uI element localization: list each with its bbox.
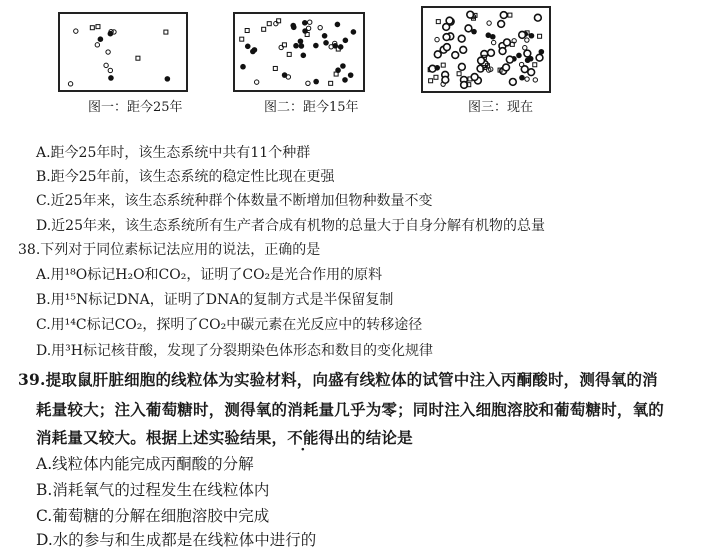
organism-symbol (351, 29, 357, 35)
organism-symbol (528, 69, 535, 76)
organism-symbol (240, 64, 246, 70)
organism-symbol (274, 21, 278, 25)
organism-symbol (519, 31, 526, 38)
organism-symbol (165, 76, 171, 82)
organism-symbol (240, 37, 244, 41)
organism-symbol (458, 63, 465, 70)
organism-symbol (457, 72, 461, 76)
figure-3-caption: 图三：现在 (468, 100, 534, 115)
organism-symbol (287, 52, 291, 56)
organism-symbol (435, 37, 439, 41)
organism-symbol (478, 57, 485, 64)
organism-symbol (291, 24, 297, 30)
organism-symbol (108, 31, 114, 37)
organism-symbol (465, 25, 472, 32)
organism-symbol (429, 79, 433, 83)
organism-symbol (245, 43, 251, 49)
organism-symbol (536, 54, 543, 61)
organism-symbol (471, 74, 478, 81)
organism-symbol (306, 81, 310, 85)
organism-symbol (525, 77, 529, 81)
figure-2-box (233, 12, 365, 92)
organism-symbol (436, 20, 440, 24)
organism-symbol (434, 75, 438, 79)
organism-symbol (340, 63, 346, 69)
q38-stem: 38.下列对于同位素标记法应用的说法，正确的是 (18, 242, 321, 258)
organism-symbol (335, 22, 341, 28)
organism-symbol (68, 82, 72, 86)
figure-1-box (58, 12, 188, 92)
organism-symbol (523, 46, 527, 50)
organism-symbol (519, 75, 525, 81)
organism-symbol (444, 44, 451, 51)
q37-option-a: A.距今25年时，该生态系统中共有11个种群 (36, 145, 311, 161)
organism-symbol (538, 34, 542, 38)
q38-option-a: A.用¹⁸O标记H₂O和CO₂，证明了CO₂是光合作用的原料 (36, 267, 383, 283)
organism-symbol (74, 29, 78, 33)
organism-symbol (96, 25, 100, 29)
organism-symbol (282, 72, 288, 78)
organism-symbol (458, 35, 465, 42)
q39-option-c: C.葡萄糖的分解在细胞溶胶中完成 (36, 507, 270, 525)
organism-symbol (318, 25, 322, 29)
q37-option-b: B.距今25年前，该生态系统的稳定性比现在更强 (36, 169, 335, 185)
organism-symbol (441, 63, 445, 67)
q38-option-d: D.用³H标记核苷酸，发现了分裂期染色体形态和数目的变化规律 (36, 343, 433, 359)
organism-symbol (329, 81, 333, 85)
organism-symbol (506, 56, 513, 63)
q39-stem-line-3 (36, 426, 413, 448)
organism-symbol (524, 50, 531, 57)
organism-symbol (508, 13, 512, 17)
organism-symbol (503, 64, 510, 71)
organism-symbol (525, 57, 531, 63)
organism-symbol (267, 22, 271, 26)
organism-symbol (245, 29, 249, 33)
q39-emphasis-not-able: 不能 (287, 428, 319, 447)
organism-symbol (108, 68, 112, 72)
organism-symbol (90, 26, 94, 30)
organism-symbol (252, 47, 258, 53)
organism-symbol (533, 63, 537, 67)
organism-symbol (490, 34, 496, 40)
q39-stem-line-2: 耗量较大；注入葡萄糖时，测得氧的消耗量几乎为零；同时注入细胞溶胶和葡萄糖时，氧的 (36, 400, 665, 419)
organism-symbol (323, 40, 329, 46)
q38-option-c: C.用¹⁴C标记CO₂，探明了CO₂中碳元素在光反应中的转移途径 (36, 317, 423, 333)
q39-option-a: A.线粒体内能完成丙酮酸的分解 (36, 455, 254, 473)
organism-symbol (338, 44, 344, 50)
q39-option-d: D.水的参与和生成都是在线粒体中进行的 (36, 531, 317, 549)
organism-symbol (499, 48, 506, 55)
q38-option-b: B.用¹⁵N标记DNA，证明了DNA的复制方式是半保留复制 (36, 292, 394, 308)
organism-symbol (302, 28, 308, 34)
figure-1-dots (60, 14, 186, 90)
organism-symbol (254, 80, 258, 84)
organism-symbol (299, 43, 305, 49)
q39-stem-line-1: 39.提取鼠肝脏细胞的线粒体为实验材料，向盛有线粒体的试管中注入丙酮酸时，测得氧的消 (18, 370, 658, 389)
organism-symbol (460, 46, 467, 53)
organism-symbol (302, 20, 308, 26)
organism-symbol (98, 36, 104, 42)
q39-stem-line-3-pre: 消耗量又较大。根据上述实验结果， (36, 428, 288, 447)
organism-symbol (488, 49, 495, 56)
organism-symbol (516, 53, 522, 59)
organism-symbol (106, 50, 110, 54)
organism-symbol (298, 38, 304, 44)
organism-symbol (471, 29, 477, 35)
q39-stem-line-3-post: 得出的结论是 (318, 428, 413, 447)
organism-symbol (534, 14, 541, 21)
organism-symbol (322, 33, 328, 39)
organism-symbol (443, 34, 450, 41)
organism-symbol (533, 78, 537, 82)
q37-option-c: C.近25年来，该生态系统种群个体数量不断增加但物种数量不变 (36, 193, 433, 209)
organism-symbol (446, 17, 453, 24)
organism-symbol (308, 20, 312, 24)
organism-symbol (343, 37, 349, 43)
organism-symbol (525, 38, 529, 42)
organism-symbol (500, 12, 507, 19)
organism-symbol (452, 52, 459, 59)
organism-symbol (313, 79, 319, 85)
organism-symbol (293, 43, 299, 49)
organism-symbol (301, 53, 307, 59)
organism-symbol (342, 77, 348, 83)
organism-symbol (491, 40, 495, 44)
figure-3-dots (423, 8, 549, 91)
organism-symbol (136, 56, 140, 60)
organism-symbol (262, 27, 266, 31)
organism-symbol (519, 62, 523, 66)
organism-symbol (442, 76, 449, 83)
organism-symbol (498, 21, 505, 28)
organism-symbol (164, 30, 168, 34)
organism-symbol (509, 79, 516, 86)
organism-symbol (313, 43, 319, 49)
q37-option-d: D.近25年来，该生态系统所有生产者合成有机物的总量大于自身分解有机物的总量 (36, 218, 545, 234)
organism-symbol (348, 72, 354, 78)
organism-symbol (487, 21, 491, 25)
figure-2-dots (235, 14, 363, 90)
figure-3-box (421, 6, 551, 93)
organism-symbol (504, 39, 511, 46)
organism-symbol (434, 65, 440, 71)
q39-option-b: B.消耗氧气的过程发生在线粒体内 (36, 481, 270, 499)
figure-2-caption: 图二：距今15年 (264, 100, 359, 115)
organism-symbol (273, 66, 277, 70)
figure-1-caption: 图一：距今25年 (88, 100, 183, 115)
organism-symbol (108, 75, 114, 81)
organism-symbol (95, 43, 99, 47)
organism-symbol (104, 63, 108, 67)
